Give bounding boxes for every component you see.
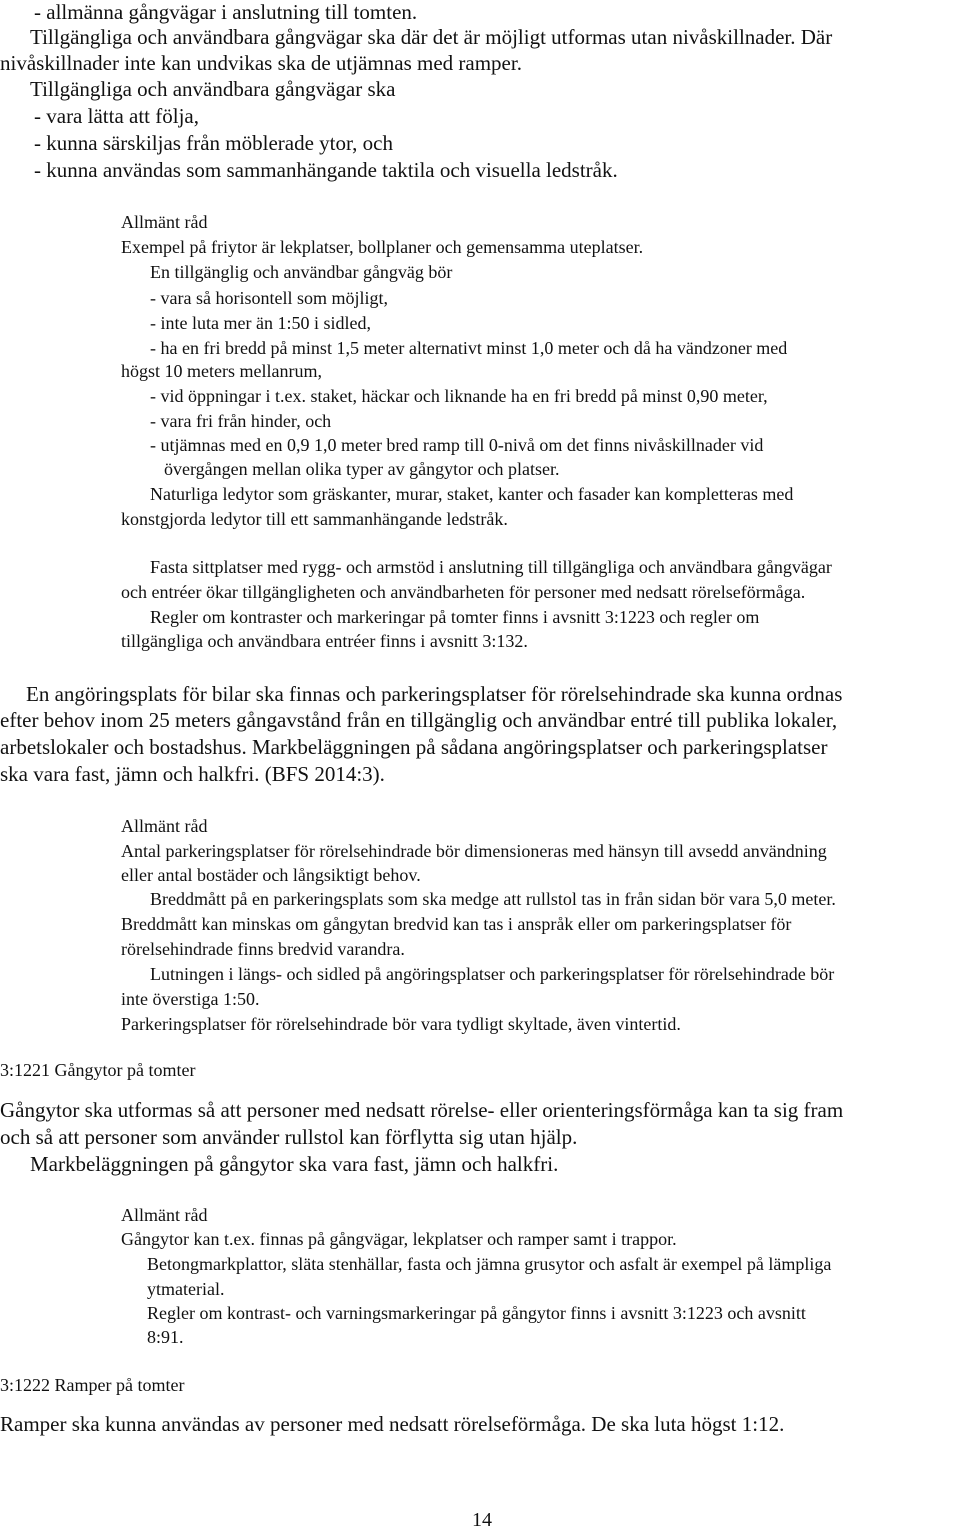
- text-line: och så att personer som använder rullstol kan förflytta sig utan hjälp.: [0, 1125, 578, 1149]
- list-item: - ha en fri bredd på minst 1,5 meter alternativt minst 1,0 meter och då ha vändzoner med: [150, 338, 788, 358]
- advice-heading: Allmänt råd: [121, 816, 208, 836]
- advice-text: Breddmått på en parkeringsplats som ska medge att rullstol tas in från sidan bör vara 5,0 meter.: [150, 889, 836, 909]
- list-item: - vara så horisontell som möjligt,: [150, 288, 388, 308]
- advice-text: Betongmarkplattor, släta stenhällar, fasta och jämna grusytor och asfalt är exempel på lämpliga: [147, 1254, 832, 1274]
- advice-text: Antal parkeringsplatser för rörelsehindrade bör dimensioneras med hänsyn till avsedd användning: [121, 841, 827, 861]
- text-line: arbetslokaler och bostadshus. Markbeläggningen på sådana angöringsplatser och parkeringsplatser: [0, 735, 828, 759]
- list-item: - vara fri från hinder, och: [150, 411, 332, 431]
- list-item: - utjämnas med en 0,9 1,0 meter bred ramp till 0-nivå om det finns nivåskillnader vid: [150, 435, 764, 455]
- advice-text: högst 10 meters mellanrum,: [121, 361, 322, 381]
- list-item: - inte luta mer än 1:50 i sidled,: [150, 313, 371, 333]
- advice-text: inte överstiga 1:50.: [121, 989, 260, 1009]
- page-number: 14: [472, 1509, 492, 1531]
- advice-text: konstgjorda ledytor till ett sammanhängande ledstråk.: [121, 509, 508, 529]
- text-line: - allmänna gångvägar i anslutning till tomten.: [34, 0, 418, 24]
- list-item: - kunna särskiljas från möblerade ytor, och: [34, 131, 393, 155]
- advice-text: ytmaterial.: [147, 1279, 225, 1299]
- advice-text: och entréer ökar tillgängligheten och användbarheten för personer med nedsatt rörelseförmåga.: [121, 582, 806, 602]
- text-line: Tillgängliga och användbara gångvägar ska där det är möjligt utformas utan nivåskillnader. Där: [30, 25, 833, 49]
- advice-text: En tillgänglig och användbar gångväg bör: [150, 262, 453, 282]
- section-heading: 3:1222 Ramper på tomter: [0, 1375, 185, 1395]
- advice-text: Breddmått kan minskas om gångytan bredvid kan tas i anspråk eller om parkeringsplatser för: [121, 914, 792, 934]
- text-line: efter behov inom 25 meters gångavstånd från en tillgänglig och användbar entré till publika lokaler,: [0, 708, 838, 732]
- advice-text: tillgängliga och användbara entréer finns i avsnitt 3:132.: [121, 631, 528, 651]
- advice-text: 8:91.: [147, 1327, 184, 1347]
- text-line: nivåskillnader inte kan undvikas ska de utjämnas med ramper.: [0, 51, 522, 75]
- text-line: Ramper ska kunna användas av personer med nedsatt rörelseförmåga. De ska luta högst 1:12.: [0, 1412, 785, 1436]
- advice-text: Fasta sittplatser med rygg- och armstöd i anslutning till tillgängliga och användbara gångvägar: [150, 557, 832, 577]
- advice-text: Parkeringsplatser för rörelsehindrade bör vara tydligt skyltade, även vintertid.: [121, 1014, 681, 1034]
- text-line: ska vara fast, jämn och halkfri. (BFS 2014:3).: [0, 762, 385, 786]
- advice-text: Exempel på friytor är lekplatser, bollplaner och gemensamma uteplatser.: [121, 237, 644, 257]
- advice-text: Regler om kontrast- och varningsmarkeringar på gångytor finns i avsnitt 3:1223 och avsnitt: [147, 1303, 806, 1323]
- advice-heading: Allmänt råd: [121, 1205, 208, 1225]
- list-item: - kunna användas som sammanhängande taktila och visuella ledstråk.: [34, 158, 618, 182]
- list-item: - vara lätta att följa,: [34, 104, 199, 128]
- advice-text: eller antal bostäder och långsiktigt behov.: [121, 865, 421, 885]
- section-heading: 3:1221 Gångytor på tomter: [0, 1060, 196, 1080]
- advice-text: rörelsehindrade finns bredvid varandra.: [121, 939, 405, 959]
- text-line: En angöringsplats för bilar ska finnas och parkeringsplatser för rörelsehindrade ska kunna ordnas: [26, 682, 843, 706]
- advice-text: Regler om kontraster och markeringar på tomter finns i avsnitt 3:1223 och regler om: [150, 607, 760, 627]
- advice-text: Lutningen i längs- och sidled på angöringsplatser och parkeringsplatser för rörelsehindrade bör: [150, 964, 835, 984]
- advice-text: Gångytor kan t.ex. finnas på gångvägar, lekplatser och ramper samt i trappor.: [121, 1229, 677, 1249]
- advice-heading: Allmänt råd: [121, 212, 208, 232]
- text-line: Tillgängliga och användbara gångvägar ska: [30, 77, 396, 101]
- advice-text: Naturliga ledytor som gräskanter, murar, staket, kanter och fasader kan kompletteras med: [150, 484, 794, 504]
- text-line: Gångytor ska utformas så att personer med nedsatt rörelse- eller orienteringsförmåga kan ta sig fram: [0, 1098, 844, 1122]
- text-line: Markbeläggningen på gångytor ska vara fast, jämn och halkfri.: [30, 1152, 559, 1176]
- list-item: - vid öppningar i t.ex. staket, häckar och liknande ha en fri bredd på minst 0,90 meter,: [150, 386, 768, 406]
- advice-text: övergången mellan olika typer av gångytor och platser.: [164, 459, 560, 479]
